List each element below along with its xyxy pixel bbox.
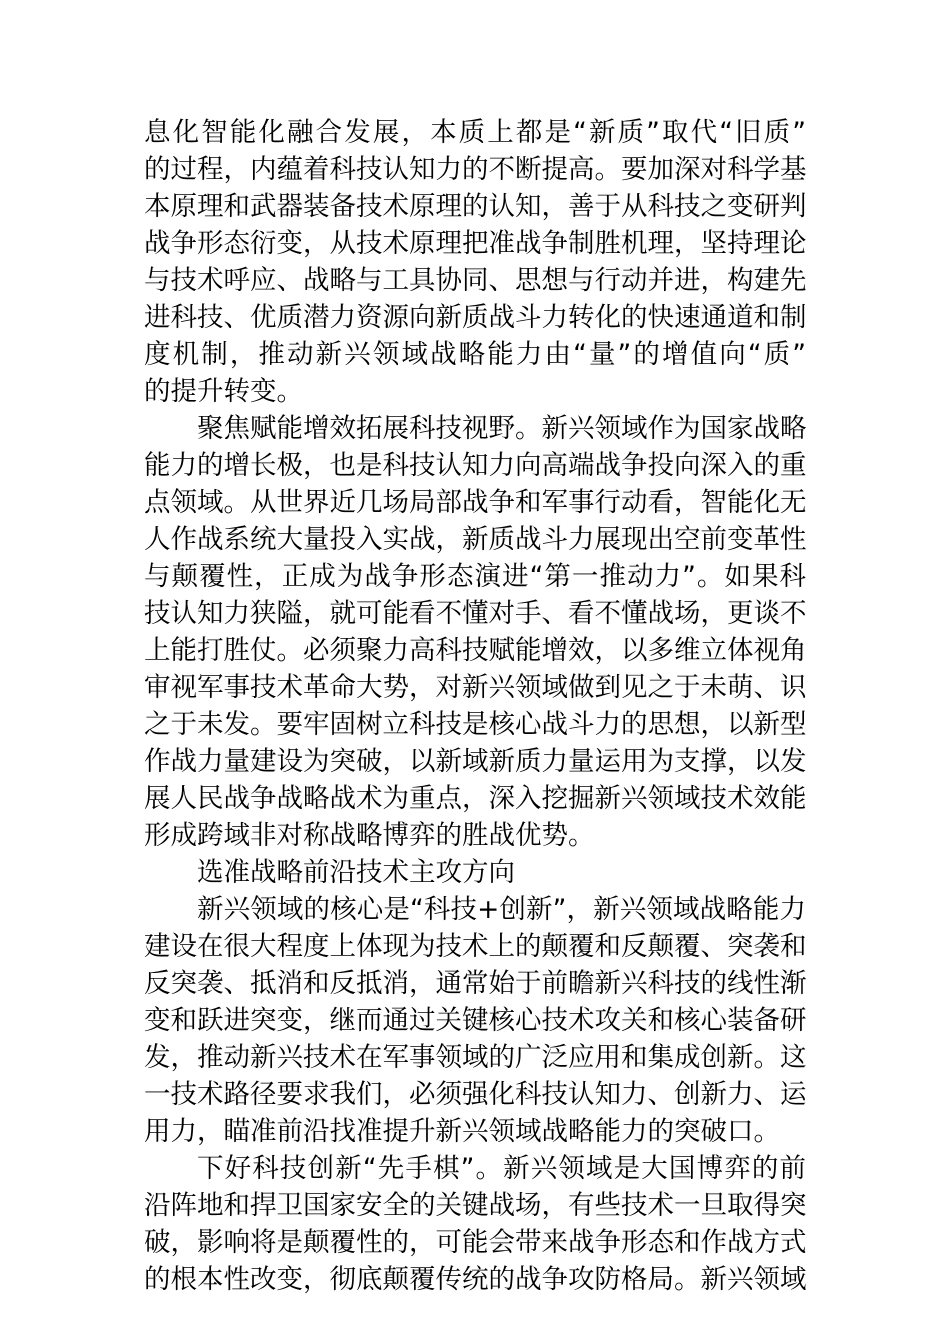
paragraph-start-line: 聚焦赋能增效拓展科技视野。新兴领域作为国家战略: [197, 413, 807, 444]
text-line: 与技术呼应、战略与工具协同、思想与行动并进，构建先: [144, 265, 807, 296]
text-line: 建设在很大程度上体现为技术上的颠覆和反颠覆、突袭和: [144, 931, 807, 962]
text-line: 息化智能化融合发展，本质上都是“新质”取代“旧质”: [144, 117, 806, 148]
text-line: 本原理和武器装备技术原理的认知，善于从科技之变研判: [144, 191, 807, 222]
text-line: 破，影响将是颠覆性的，可能会带来战争形态和作战方式: [144, 1227, 807, 1258]
text-line: 进科技、优质潜力资源向新质战斗力转化的快速通道和制: [144, 302, 807, 333]
text-line: 度机制，推动新兴领域战略能力由“量”的增值向“质”: [144, 339, 806, 370]
text-line: 与颠覆性，正成为战争形态演进“第一推动力”。如果科: [144, 561, 806, 592]
text-line: 上能打胜仗。必须聚力高科技赋能增效，以多维立体视角: [144, 635, 807, 666]
paragraph-start-line: 下好科技创新“先手棋”。新兴领域是大国博弈的前: [197, 1153, 806, 1184]
text-line: 技认知力狭隘，就可能看不懂对手、看不懂战场，更谈不: [144, 598, 807, 629]
paragraph-start-line: 新兴领域的核心是“科技+创新”，新兴领域战略能力: [197, 894, 806, 925]
text-line: 展人民战争战略战术为重点，深入挖掘新兴领域技术效能: [144, 783, 807, 814]
text-line: 人作战系统大量投入实战，新质战斗力展现出空前变革性: [144, 524, 807, 555]
text-line: 战争形态衍变，从技术原理把准战争制胜机理，坚持理论: [144, 228, 807, 259]
text-line: 反突袭、抵消和反抵消，通常始于前瞻新兴科技的线性渐: [144, 968, 807, 999]
text-line: 一技术路径要求我们，必须强化科技认知力、创新力、运: [144, 1079, 807, 1110]
text-line: 点领域。从世界近几场局部战争和军事行动看，智能化无: [144, 487, 807, 518]
text-line: 能力的增长极，也是科技认知力向高端战争投向深入的重: [144, 450, 807, 481]
text-line: 沿阵地和捍卫国家安全的关键战场，有些技术一旦取得突: [144, 1190, 807, 1221]
text-line: 的根本性改变，彻底颠覆传统的战争攻防格局。新兴领域: [144, 1264, 807, 1295]
text-line: 发，推动新兴技术在军事领域的广泛应用和集成创新。这: [144, 1042, 807, 1073]
text-line: 形成跨域非对称战略博弈的胜战优势。: [144, 820, 595, 851]
text-line: 的过程，内蕴着科技认知力的不断提高。要加深对科学基: [144, 154, 807, 185]
text-line: 变和跃进突变，继而通过关键核心技术攻关和核心装备研: [144, 1005, 807, 1036]
text-line: 之于未发。要牢固树立科技是核心战斗力的思想，以新型: [144, 709, 807, 740]
text-line: 作战力量建设为突破，以新域新质力量运用为支撑，以发: [144, 746, 807, 777]
text-line: 的提升转变。: [144, 376, 303, 407]
text-line: 用力，瞄准前沿找准提升新兴领域战略能力的突破口。: [144, 1116, 780, 1147]
text-line: 审视军事技术革命大势，对新兴领域做到见之于未萌、识: [144, 672, 807, 703]
section-heading: 选准战略前沿技术主攻方向: [197, 857, 515, 888]
